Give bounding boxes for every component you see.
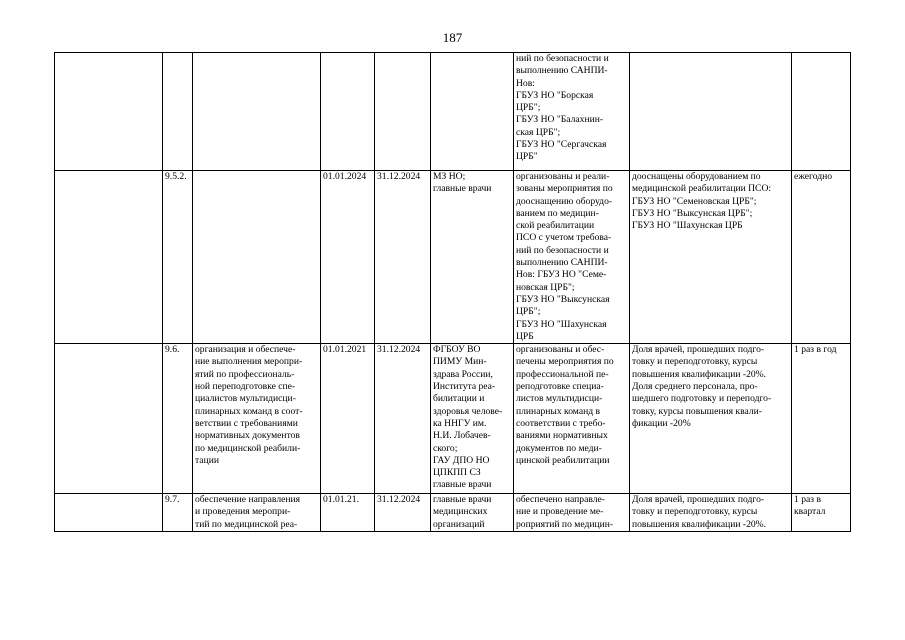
cell-line: выполнению САНПИ- bbox=[516, 257, 608, 269]
cell-line: плинарных команд в соот- bbox=[195, 405, 303, 417]
cell-line: ЦРБ" bbox=[516, 151, 538, 163]
cell-line: ФГБОУ ВО bbox=[433, 344, 481, 356]
cell-start-date: 01.01.21. bbox=[321, 494, 375, 532]
page-number: 187 bbox=[442, 30, 463, 45]
cell-line: квартал bbox=[794, 506, 826, 518]
cell-end-date: 31.12.2024 bbox=[375, 494, 431, 532]
cell-line: ГБУЗ НО "Шахунская bbox=[516, 318, 607, 330]
cell-line: медицинской реабилитации ПСО: bbox=[632, 183, 772, 195]
cell-line: фикации -20% bbox=[632, 417, 691, 429]
cell-result bbox=[514, 344, 630, 494]
cell-line: ятий по профессиональ- bbox=[195, 368, 295, 380]
cell-end-date: 31.12.2024 bbox=[375, 344, 431, 494]
cell-line: Доля врачей, прошедших подго- bbox=[632, 494, 765, 506]
cell-responsible bbox=[431, 494, 514, 532]
table-row bbox=[55, 344, 851, 494]
cell-line: зованы мероприятия по bbox=[516, 183, 613, 195]
cell-line: Института реа- bbox=[433, 381, 496, 393]
cell-line: ЦПКПП СЗ bbox=[433, 467, 481, 479]
cell-line: повышения квалификации -20%. bbox=[632, 368, 767, 380]
cell-end-date bbox=[375, 53, 431, 171]
cell-number bbox=[163, 53, 193, 171]
cell-line: главные врачи bbox=[433, 183, 492, 195]
cell-result bbox=[514, 53, 630, 171]
cell-line: товку, курсы повышения квали- bbox=[632, 405, 762, 417]
cell-period bbox=[792, 494, 851, 532]
cell-line: ний по безопасности и bbox=[516, 244, 609, 256]
cell-line: ние и проведение ме- bbox=[516, 506, 604, 518]
cell-line: Доля врачей, прошедших подго- bbox=[632, 344, 765, 356]
cell-line: печены мероприятия по bbox=[516, 356, 614, 368]
cell-line: здоровья челове- bbox=[433, 405, 503, 417]
cell-line: тий по медицинской реа- bbox=[195, 518, 298, 530]
cell-line: ние выполнения меропри- bbox=[195, 356, 303, 368]
cell-line: шедшего подготовку и переподго- bbox=[632, 393, 772, 405]
cell-line: документов по меди- bbox=[516, 442, 602, 454]
cell-line: листов мультидисци- bbox=[516, 393, 603, 405]
cell-line: плинарных команд в bbox=[516, 405, 601, 417]
cell-measure bbox=[193, 494, 321, 532]
cell-measure bbox=[193, 171, 321, 344]
cell-line: МЗ НО; bbox=[433, 171, 466, 182]
cell-line: выполнению САНПИ- bbox=[516, 65, 608, 77]
cell-line: ПИМУ Мин- bbox=[433, 356, 487, 368]
cell-line: ской реабилитации bbox=[516, 220, 595, 232]
cell-responsible bbox=[431, 344, 514, 494]
cell-line: 1 раз в bbox=[794, 494, 821, 506]
cell-measure bbox=[193, 53, 321, 171]
cell-line: Нов: bbox=[516, 77, 535, 89]
cell-line: дооснащению оборудо- bbox=[516, 195, 613, 207]
cell-period bbox=[792, 344, 851, 494]
cell-result bbox=[514, 171, 630, 344]
cell-indicator bbox=[630, 344, 792, 494]
cell-line: здрава России, bbox=[433, 368, 493, 380]
cell-start-date: 01.01.2021 bbox=[321, 344, 375, 494]
cell-line: Н.И. Лобачев- bbox=[433, 430, 491, 442]
cell-line: нормативных документов bbox=[195, 430, 300, 442]
cell-line: организаций bbox=[433, 518, 485, 530]
cell-line: по медицинской реабили- bbox=[195, 442, 301, 454]
cell-line: циалистов мультидисци- bbox=[195, 393, 296, 405]
cell-line: главные врачи bbox=[433, 494, 492, 506]
cell-line: роприятий по медицин- bbox=[516, 518, 614, 530]
cell-line: организованы и обес- bbox=[516, 344, 605, 356]
cell-line: тации bbox=[195, 454, 219, 466]
cell-line: ной переподготовке спе- bbox=[195, 381, 296, 393]
cell-start-date bbox=[321, 53, 375, 171]
cell-number: 9.5.2. bbox=[163, 171, 193, 344]
cell-line: и проведения меропри- bbox=[195, 506, 291, 518]
cell-blank bbox=[55, 344, 163, 494]
cell-line: цинской реабилитации bbox=[516, 454, 610, 466]
cell-line: Нов: ГБУЗ НО "Семе- bbox=[516, 269, 607, 281]
cell-line: ЦРБ"; bbox=[516, 306, 541, 318]
cell-line: ГБУЗ НО "Выксунская ЦРБ"; bbox=[632, 207, 753, 219]
cell-line: товку и переподготовку, курсы bbox=[632, 506, 758, 518]
cell-responsible bbox=[431, 53, 514, 171]
cell-measure bbox=[193, 344, 321, 494]
cell-line: ежегодно bbox=[794, 171, 833, 182]
cell-line: организация и обеспече- bbox=[195, 344, 296, 356]
cell-indicator bbox=[630, 494, 792, 532]
cell-line: обеспечение направления bbox=[195, 494, 301, 506]
cell-line: ний по безопасности и bbox=[516, 53, 609, 64]
cell-number: 9.6. bbox=[163, 344, 193, 494]
cell-line: ЦРБ"; bbox=[516, 102, 541, 114]
cell-number: 9.7. bbox=[163, 494, 193, 532]
cell-line: ветствии с требованиями bbox=[195, 417, 298, 429]
cell-line: товку и переподготовку, курсы bbox=[632, 356, 758, 368]
cell-line: главные врачи bbox=[433, 479, 492, 491]
cell-line: ПСО с учетом требова- bbox=[516, 232, 612, 244]
cell-line: ванием по медицин- bbox=[516, 207, 599, 219]
cell-line: билитации и bbox=[433, 393, 485, 405]
cell-line: ГБУЗ НО "Борская bbox=[516, 89, 594, 101]
plan-table bbox=[54, 52, 851, 532]
cell-result bbox=[514, 494, 630, 532]
table-body bbox=[55, 53, 851, 532]
cell-line: ГБУЗ НО "Шахунская ЦРБ bbox=[632, 220, 743, 232]
cell-line: ГБУЗ НО "Сергачская bbox=[516, 139, 607, 151]
cell-blank bbox=[55, 171, 163, 344]
table-row bbox=[55, 171, 851, 344]
cell-line: ваниями нормативных bbox=[516, 430, 608, 442]
cell-line: дооснащены оборудованием по bbox=[632, 171, 761, 182]
cell-line: ГБУЗ НО "Выксунская bbox=[516, 293, 610, 305]
cell-line: ЦРБ bbox=[516, 330, 534, 342]
cell-line: ского; bbox=[433, 442, 458, 454]
cell-line: медицинских bbox=[433, 506, 488, 518]
cell-period bbox=[792, 53, 851, 171]
cell-indicator bbox=[630, 171, 792, 344]
cell-line: реподготовке специа- bbox=[516, 381, 604, 393]
cell-line: ка ННГУ им. bbox=[433, 417, 487, 429]
cell-indicator bbox=[630, 53, 792, 171]
table-row bbox=[55, 494, 851, 532]
cell-line: ГАУ ДПО НО bbox=[433, 454, 490, 466]
cell-line: профессиональной пе- bbox=[516, 368, 609, 380]
table-row bbox=[55, 53, 851, 171]
cell-period bbox=[792, 171, 851, 344]
cell-line: ГБУЗ НО "Семеновская ЦРБ"; bbox=[632, 195, 757, 207]
cell-line: 1 раз в год bbox=[794, 344, 837, 356]
cell-line: Доля среднего персонала, про- bbox=[632, 381, 758, 393]
cell-responsible bbox=[431, 171, 514, 344]
cell-line: новская ЦРБ"; bbox=[516, 281, 575, 293]
cell-line: повышения квалификации -20%. bbox=[632, 518, 767, 530]
cell-line: ГБУЗ НО "Балахнин- bbox=[516, 114, 604, 126]
cell-start-date: 01.01.2024 bbox=[321, 171, 375, 344]
cell-line: ская ЦРБ"; bbox=[516, 126, 561, 138]
cell-line: соответствии с требо- bbox=[516, 417, 606, 429]
cell-line: организованы и реали- bbox=[516, 171, 610, 182]
cell-end-date: 31.12.2024 bbox=[375, 171, 431, 344]
cell-blank bbox=[55, 494, 163, 532]
cell-line: обеспечено направле- bbox=[516, 494, 605, 506]
cell-blank bbox=[55, 53, 163, 171]
